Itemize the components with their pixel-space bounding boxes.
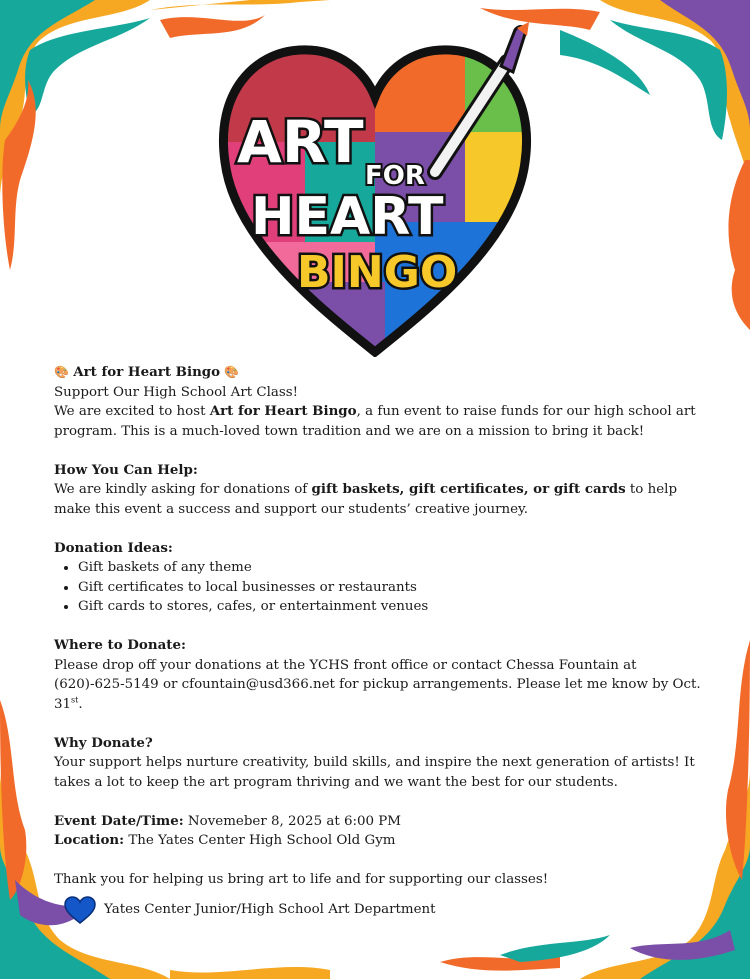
logo-line-bingo: BINGO: [297, 247, 458, 298]
art-for-heart-bingo-logo: [215, 22, 535, 357]
list-item: • Gift certificates to local businesses or restaurants: [78, 578, 704, 598]
signature: [64, 896, 704, 924]
where-paragraph: Please drop off your donations at the YCHS front office or contact Chessa Fountain at (620)-625-5149 or cfountain@usd366.net for pickup arrangements. Please let me know by Oct. 31st.: [54, 657, 701, 712]
event-date: Event Date/Time: Novemeber 8, 2025 at 6:00 PM: [54, 812, 402, 829]
flyer-title-line: [54, 363, 704, 383]
ideas-list: [54, 558, 704, 617]
logo-line-for: FOR: [365, 161, 425, 191]
why-paragraph: Your support helps nurture creativity, build skills, and inspire the next generation of artists! It takes a lot to keep the art program thriving and we want the best for our students.: [54, 755, 695, 790]
list-item: • Gift cards to stores, cafes, or entertainment venues: [78, 597, 704, 617]
heart-icon: [64, 896, 96, 924]
palette-icon: 🎨: [54, 365, 69, 379]
why-heading: Why Donate?: [54, 734, 153, 751]
where-heading: Where to Donate:: [54, 637, 186, 653]
signature-text: Yates Center Junior/High School Art Department: [104, 901, 436, 917]
event-location: Location: The Yates Center High School Old Gym: [54, 832, 396, 848]
flyer-title: Art for Heart Bingo: [73, 364, 221, 380]
help-heading: How You Can Help:: [54, 461, 198, 478]
logo-line-art: ART: [237, 108, 364, 176]
flyer-body: [54, 363, 704, 924]
logo-line-heart: HEART: [251, 187, 444, 247]
palette-icon: 🎨: [224, 365, 240, 379]
thanks-line: Thank you for helping us bring art to life and for supporting our classes!: [54, 872, 549, 887]
intro-line: Support Our High School Art Class!: [54, 384, 299, 400]
list-item: • Gift baskets of any theme: [78, 558, 704, 578]
ideas-heading: Donation Ideas:: [54, 539, 173, 556]
intro-paragraph: We are excited to host Art for Heart Bingo, a fun event to raise funds for our high school art program. This is a much-loved town tradition and we are on a mission to bring it back!: [54, 403, 696, 439]
help-paragraph: We are kindly asking for donations of gift baskets, gift certificates, or gift cards to help make this event a success and support our students’ creative journey.: [54, 481, 678, 517]
